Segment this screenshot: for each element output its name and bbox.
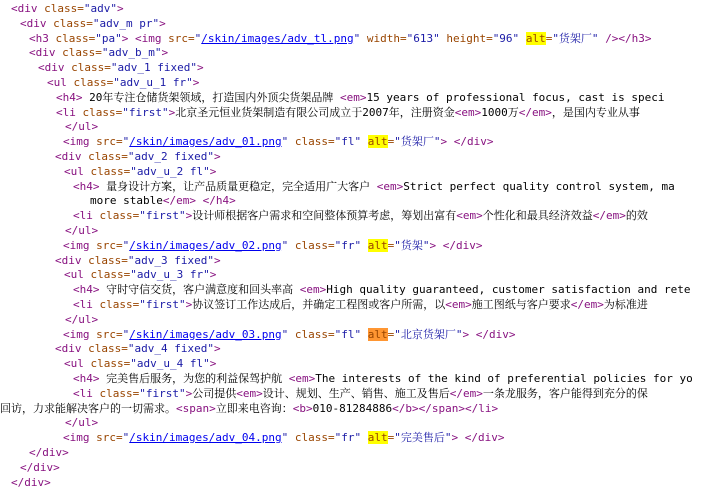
- code-text: 北京圣元恒业货架制造有限公司成立于2007年，注册资金: [175, 105, 455, 119]
- code-text: 立即来电咨询：: [215, 401, 293, 415]
- source-link[interactable]: /skin/images/adv_03.png: [129, 327, 282, 341]
- code-attribute-value: "完美售后": [394, 431, 452, 445]
- code-tag: </div>: [464, 431, 505, 445]
- code-tag: <em>: [456, 209, 483, 223]
- code-tag: <em>: [376, 179, 404, 193]
- code-tag: <h3: [29, 31, 56, 45]
- code-text: [519, 32, 526, 45]
- code-attribute-name: class=: [294, 327, 335, 341]
- code-attribute-value: "fr": [334, 238, 362, 252]
- code-attribute-name: src=: [96, 135, 123, 149]
- code-tag: </div>: [20, 460, 60, 474]
- source-link[interactable]: /skin/images/adv_tl.png: [201, 31, 354, 45]
- code-line: [0, 402, 724, 417]
- code-text: [436, 239, 443, 252]
- code-text: 守时守信交货，客户满意度和回头率高: [99, 283, 300, 297]
- code-tag: <li: [73, 297, 100, 311]
- code-tag: <h4>: [56, 90, 83, 104]
- code-text: 回访，力求能解决客户的一切需求。: [0, 401, 176, 415]
- code-tag: >: [159, 16, 166, 30]
- code-tag: </ul>: [65, 312, 99, 326]
- code-text: 量身设计方案，让产品质量更稳定，完全适用广大客户: [99, 179, 377, 193]
- code-tag: <ul: [64, 164, 91, 178]
- code-attribute-value: "adv_b_m": [101, 46, 162, 60]
- code-attribute-name: class=: [294, 135, 335, 149]
- code-line: [0, 32, 724, 47]
- code-tag: <img: [63, 327, 97, 341]
- code-attribute-name: width=: [366, 31, 407, 45]
- code-attribute-value: "北京货架厂": [394, 327, 463, 341]
- code-tag: <div: [55, 253, 89, 267]
- code-attribute-value: "adv": [83, 2, 117, 15]
- code-attribute-value: ": [122, 327, 130, 341]
- code-line: [0, 461, 724, 476]
- code-attribute-value: "first": [139, 209, 186, 223]
- code-tag: </em>: [162, 194, 196, 208]
- code-tag: <b>: [292, 401, 313, 415]
- code-attribute-value: "pa": [95, 31, 122, 45]
- code-text: [447, 135, 454, 148]
- code-attribute-name: class=: [55, 31, 96, 45]
- code-tag: </em>: [570, 297, 604, 311]
- code-tag: </div>: [442, 238, 483, 252]
- code-line: [0, 342, 724, 357]
- code-text: more stable: [90, 194, 163, 208]
- code-line: [0, 165, 724, 180]
- code-attribute-value: "货架厂": [552, 31, 599, 45]
- code-text: 010-81284886: [312, 401, 393, 415]
- code-tag: >: [185, 209, 193, 223]
- code-text: The interests of the kind of preferential policies for yo: [315, 371, 693, 385]
- code-text: [361, 135, 368, 148]
- code-attribute-name: src=: [168, 31, 195, 45]
- code-tag: </h4>: [202, 194, 236, 208]
- code-tag: >: [462, 327, 470, 341]
- code-attribute-value: ": [281, 135, 289, 149]
- code-line: [0, 120, 724, 135]
- code-tag: </ul>: [65, 120, 99, 134]
- code-attribute-value: ": [353, 31, 361, 45]
- code-text: [361, 239, 368, 252]
- find-match-active: alt: [367, 327, 388, 341]
- code-attribute-name: class=: [294, 238, 335, 252]
- code-tag: /></h3>: [605, 31, 652, 45]
- code-attribute-value: "first": [122, 105, 169, 119]
- code-line: [0, 298, 724, 313]
- code-line: [0, 150, 724, 165]
- code-attribute-name: class=: [99, 209, 140, 223]
- find-match: alt: [367, 431, 388, 445]
- code-attribute-value: "adv_3 fixed": [127, 253, 214, 267]
- code-attribute-value: "adv_u_2 fl": [130, 164, 210, 178]
- code-text: High quality guaranteed, customer satisfaction and rete: [326, 283, 691, 297]
- code-attribute-value: ": [194, 31, 202, 45]
- code-text: 完美售后服务，为您的利益保驾护航: [99, 371, 289, 385]
- code-attribute-name: class=: [73, 75, 114, 89]
- source-link[interactable]: /skin/images/adv_04.png: [129, 431, 282, 445]
- code-attribute-value: ": [281, 431, 289, 445]
- code-text: 施工图纸与客户要求: [471, 297, 571, 311]
- code-attribute-value: "first": [139, 386, 186, 400]
- code-line: [0, 387, 724, 402]
- code-tag: </div>: [475, 327, 516, 341]
- code-tag: <ul: [47, 75, 74, 89]
- code-attribute-name: class=: [90, 164, 131, 178]
- code-text: ，是国内专业从事: [551, 105, 640, 119]
- code-tag: <div: [55, 149, 89, 163]
- code-tag: <div: [55, 342, 89, 356]
- code-attribute-value: "货架": [394, 238, 430, 252]
- code-tag: >: [429, 238, 437, 252]
- code-attribute-name: class=: [99, 297, 140, 311]
- source-link[interactable]: /skin/images/adv_02.png: [129, 238, 282, 252]
- code-attribute-name: src=: [96, 431, 123, 445]
- code-text: 15 years of professional focus, cast is speci: [366, 90, 665, 104]
- code-tag: >: [209, 268, 217, 282]
- code-line: [0, 357, 724, 372]
- code-line: [0, 209, 724, 224]
- code-attribute-name: class=: [99, 386, 140, 400]
- code-tag: <li: [73, 209, 100, 223]
- code-line: [0, 135, 724, 150]
- code-attribute-value: "adv_u_3 fr": [130, 268, 210, 282]
- code-text: 一条龙服务，客户能得到充分的保: [482, 386, 648, 400]
- code-text: 为标准进: [603, 297, 648, 311]
- code-attribute-value: ": [122, 238, 130, 252]
- code-attribute-name: src=: [96, 238, 123, 252]
- code-line: [0, 328, 724, 343]
- code-attribute-name: =: [387, 238, 395, 252]
- find-match: alt: [367, 135, 388, 149]
- code-tag: </div>: [11, 475, 51, 489]
- code-attribute-value: "613": [406, 31, 440, 45]
- code-text: 协议签订工作达成后，并确定工程图或客户所需，以: [192, 297, 446, 311]
- code-tag: >: [213, 149, 221, 163]
- code-attribute-value: "adv_2 fixed": [127, 149, 214, 163]
- code-tag: <em>: [454, 105, 482, 119]
- code-text: 1000万: [481, 105, 519, 119]
- code-text: 的效: [625, 209, 648, 223]
- code-attribute-name: class=: [62, 46, 102, 60]
- code-tag: <h4>: [73, 283, 100, 297]
- code-tag: </ul>: [65, 223, 99, 237]
- code-tag: <em>: [299, 283, 327, 297]
- code-tag: <h4>: [73, 179, 100, 193]
- code-tag: <em>: [445, 297, 472, 311]
- code-line: [0, 268, 724, 283]
- code-line: [0, 254, 724, 269]
- code-text: 20年专注仓储货架领域，打造国内外顶尖货架品牌: [82, 90, 340, 104]
- code-tag: >: [185, 386, 193, 400]
- code-line: [0, 180, 724, 195]
- code-attribute-value: ": [122, 135, 130, 149]
- code-line: [0, 431, 724, 446]
- code-tag: <li: [56, 105, 83, 119]
- code-text: [360, 32, 367, 45]
- code-tag: <em>: [340, 90, 367, 104]
- code-attribute-name: class=: [82, 105, 123, 119]
- code-line: [0, 194, 724, 209]
- code-tag: <img: [63, 135, 97, 149]
- code-attribute-value: "first": [139, 297, 186, 311]
- code-tag: >: [161, 46, 169, 60]
- code-tag: >: [209, 164, 217, 178]
- code-tag: <div: [20, 16, 54, 30]
- code-line: [0, 446, 724, 461]
- code-attribute-value: "fl": [334, 135, 362, 149]
- code-attribute-value: "adv_u_4 fl": [130, 357, 210, 371]
- code-text: [128, 32, 135, 45]
- code-attribute-value: "fr": [334, 431, 362, 445]
- code-line: [0, 283, 724, 298]
- code-attribute-name: src=: [96, 327, 123, 341]
- code-attribute-value: "adv_1 fixed": [110, 61, 197, 75]
- code-attribute-value: "fl": [334, 327, 362, 341]
- code-tag: <img: [135, 31, 169, 45]
- code-attribute-name: class=: [88, 149, 128, 163]
- code-tag: >: [213, 253, 221, 267]
- code-line: [0, 17, 724, 32]
- code-attribute-name: =: [387, 431, 395, 445]
- code-text: [288, 135, 295, 148]
- code-line: [0, 106, 724, 121]
- code-tag: </em>: [592, 209, 626, 223]
- code-tag: <em>: [236, 386, 263, 400]
- code-text: [458, 431, 465, 444]
- code-attribute-name: =: [545, 31, 553, 45]
- code-tag: <img: [63, 431, 97, 445]
- code-attribute-value: "adv_u_1 fr": [113, 75, 193, 89]
- code-tag: </div>: [453, 135, 494, 149]
- code-tag: >: [209, 357, 217, 371]
- code-attribute-value: "96": [492, 31, 520, 45]
- code-attribute-name: class=: [88, 253, 128, 267]
- code-tag: <ul: [64, 357, 91, 371]
- code-tag: >: [117, 2, 124, 15]
- code-tag: >: [440, 135, 448, 149]
- code-attribute-value: ": [281, 238, 289, 252]
- code-attribute-name: class=: [53, 16, 93, 30]
- code-attribute-name: =: [387, 327, 395, 341]
- code-attribute-value: "adv_m pr": [92, 16, 160, 30]
- code-attribute-name: class=: [294, 431, 335, 445]
- code-tag: >: [185, 297, 193, 311]
- code-tag: <h4>: [73, 371, 100, 385]
- code-tag: >: [451, 431, 459, 445]
- code-line: [0, 416, 724, 431]
- code-text: [288, 328, 295, 341]
- code-text: [361, 431, 368, 444]
- code-attribute-value: "货架厂": [394, 135, 441, 149]
- code-tag: <div: [38, 61, 72, 75]
- code-tag: </div>: [29, 445, 69, 459]
- code-attribute-name: class=: [90, 268, 131, 282]
- code-line: [0, 476, 724, 491]
- code-tag: <div: [11, 2, 45, 15]
- code-tag: </em>: [518, 105, 552, 119]
- code-text: 设计、规划、生产、销售、施工及售后: [262, 386, 450, 400]
- code-tag: </ul>: [65, 416, 99, 430]
- code-attribute-value: "adv_4 fixed": [127, 342, 214, 356]
- code-attribute-name: class=: [90, 357, 131, 371]
- source-link[interactable]: /skin/images/adv_01.png: [129, 135, 282, 149]
- code-tag: </em>: [449, 386, 483, 400]
- code-attribute-value: ": [281, 327, 289, 341]
- code-text: [469, 328, 476, 341]
- code-line: [0, 61, 724, 76]
- code-line: [0, 46, 724, 61]
- code-attribute-name: =: [387, 135, 395, 149]
- code-line: [0, 372, 724, 387]
- code-tag: >: [196, 61, 204, 75]
- code-tag: <span>: [176, 401, 216, 415]
- code-text: [196, 194, 203, 207]
- find-match: alt: [525, 31, 546, 45]
- code-tag: >: [192, 75, 200, 89]
- code-tag: </b></span></li>: [392, 401, 499, 415]
- code-text: 设计师根据客户需求和空间整体预算考虑，筹划出富有: [192, 209, 457, 223]
- code-text: 个性化和最具经济效益: [482, 209, 593, 223]
- code-tag: <ul: [64, 268, 91, 282]
- code-text: [288, 431, 295, 444]
- code-line: [0, 313, 724, 328]
- code-line: [0, 224, 724, 239]
- find-match: alt: [367, 238, 388, 252]
- code-text: 公司提供: [192, 386, 237, 400]
- code-line: [0, 239, 724, 254]
- code-line: [0, 91, 724, 106]
- code-attribute-value: ": [122, 431, 130, 445]
- code-attribute-name: class=: [44, 2, 84, 15]
- code-attribute-name: class=: [71, 61, 111, 75]
- code-tag: <img: [63, 238, 97, 252]
- code-attribute-name: height=: [446, 31, 493, 45]
- code-line: [0, 76, 724, 91]
- code-tag: <em>: [288, 371, 316, 385]
- code-tag: >: [121, 31, 129, 45]
- code-line: [0, 2, 724, 17]
- code-tag: >: [213, 342, 221, 356]
- code-text: Strict perfect quality control system, ma: [403, 179, 675, 193]
- code-attribute-name: class=: [88, 342, 128, 356]
- code-tag: <div: [29, 46, 63, 60]
- code-text: [288, 239, 295, 252]
- code-tag: <li: [73, 386, 100, 400]
- code-tag: >: [168, 105, 176, 119]
- code-text: [361, 328, 368, 341]
